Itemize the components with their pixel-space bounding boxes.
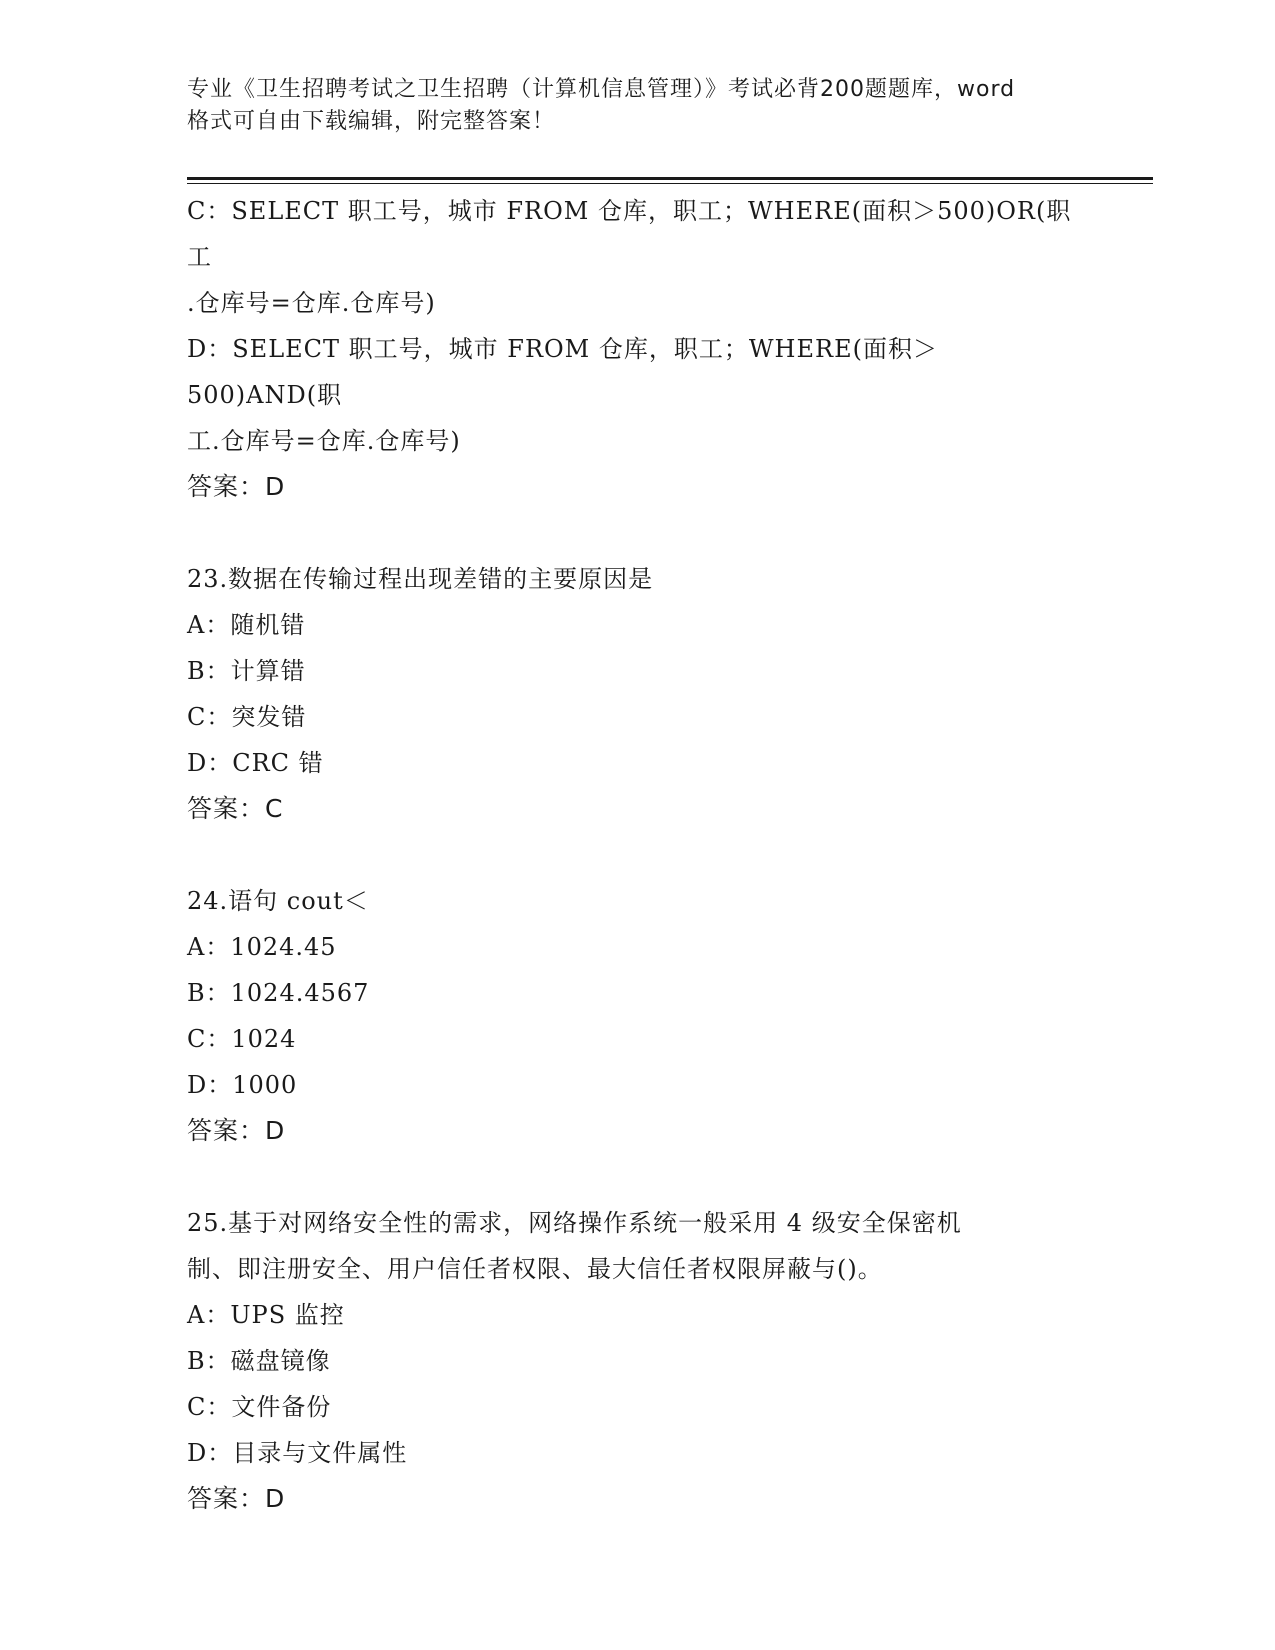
option-b: B：1024.4567 bbox=[187, 979, 370, 1007]
option-d: D：CRC 错 bbox=[187, 749, 324, 777]
answer: 答案：C bbox=[187, 794, 284, 823]
option-b: B：计算错 bbox=[187, 657, 306, 685]
option-a: A：1024.45 bbox=[187, 933, 337, 961]
option-d-continued: 工.仓库号=仓库.仓库号) bbox=[187, 427, 461, 455]
question-text: 24.语句 cout＜ bbox=[187, 887, 369, 915]
question-text: 23.数据在传输过程出现差错的主要原因是 bbox=[187, 565, 654, 593]
answer: 答案：D bbox=[187, 472, 286, 501]
document-header bbox=[187, 74, 1087, 138]
answer: 答案：D bbox=[187, 1116, 286, 1145]
option-d: D：1000 bbox=[187, 1071, 298, 1099]
option-c: C：SELECT 职工号，城市 FROM 仓库，职工；WHERE(面积＞500)OR(职工 bbox=[187, 197, 1072, 271]
spacer bbox=[187, 1154, 1087, 1200]
header-rule-thin bbox=[187, 183, 1153, 184]
question-23 bbox=[187, 556, 1087, 832]
header-title-line-1: 专业《卫生招聘考试之卫生招聘（计算机信息管理）》考试必背200题题库，word bbox=[187, 77, 1016, 102]
question-text: 25.基于对网络安全性的需求，网络操作系统一般采用 4 级安全保密机 bbox=[187, 1209, 962, 1237]
option-a: A：随机错 bbox=[187, 611, 306, 639]
option-b: B：磁盘镜像 bbox=[187, 1347, 331, 1375]
question-25 bbox=[187, 1200, 1087, 1522]
spacer bbox=[187, 832, 1087, 878]
option-d: D：SELECT 职工号，城市 FROM 仓库，职工；WHERE(面积＞500)AND(职 bbox=[187, 335, 938, 409]
spacer bbox=[187, 510, 1087, 556]
option-c-continued: .仓库号=仓库.仓库号) bbox=[187, 289, 436, 317]
option-c: C：文件备份 bbox=[187, 1393, 332, 1421]
option-c: C：突发错 bbox=[187, 703, 307, 731]
option-d: D：目录与文件属性 bbox=[187, 1439, 408, 1467]
option-c: C：1024 bbox=[187, 1025, 297, 1053]
question-text-continued: 制、即注册安全、用户信任者权限、最大信任者权限屏蔽与()。 bbox=[187, 1255, 883, 1283]
question-22-continued bbox=[187, 188, 1087, 510]
option-a: A：UPS 监控 bbox=[187, 1301, 345, 1329]
header-title-line-2: 格式可自由下载编辑，附完整答案！ bbox=[187, 109, 556, 134]
question-content bbox=[187, 188, 1087, 1522]
header-rule-thick bbox=[187, 177, 1153, 180]
question-24 bbox=[187, 878, 1087, 1154]
answer: 答案：D bbox=[187, 1484, 286, 1513]
